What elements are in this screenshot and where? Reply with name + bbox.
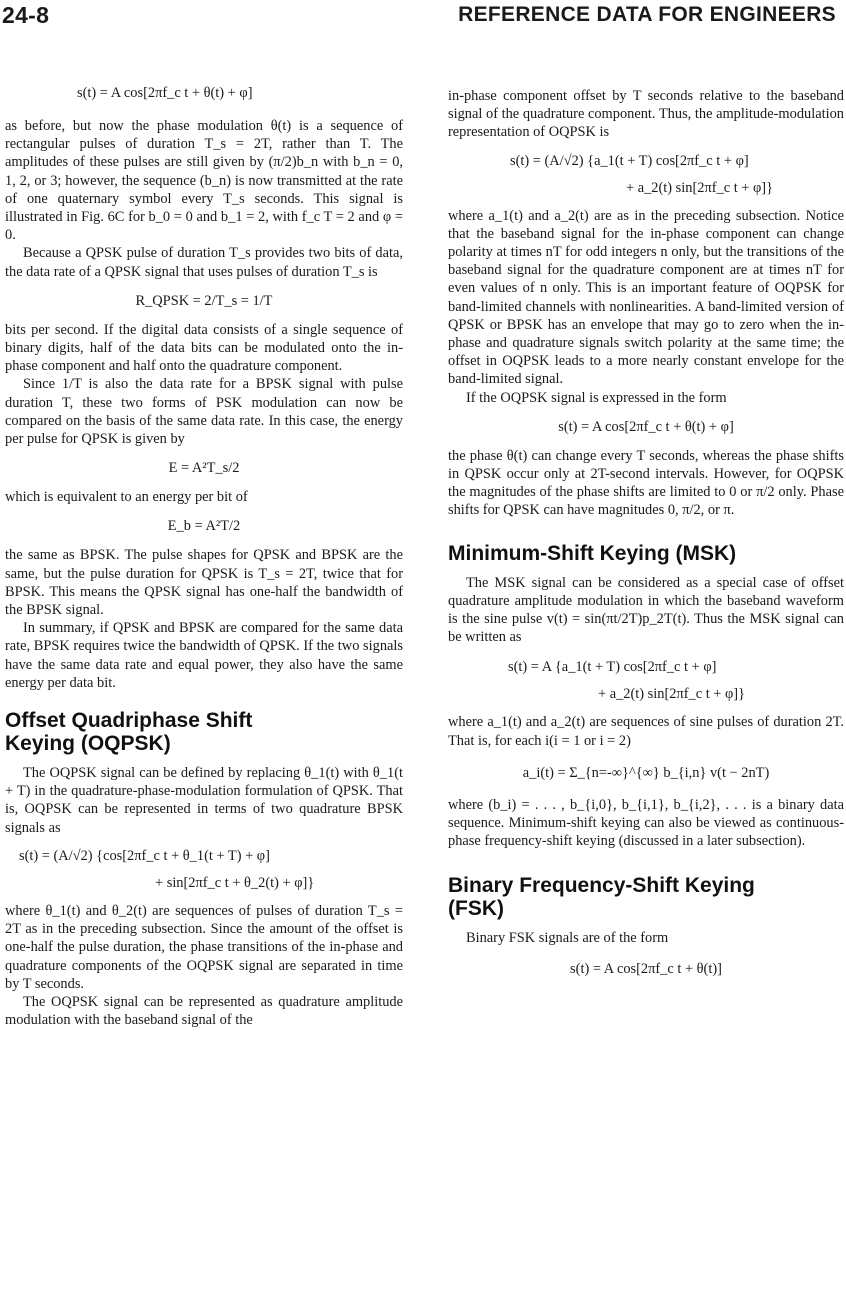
equation: + a_2(t) sin[2πf_c t + φ]} xyxy=(626,179,774,196)
equation: s(t) = A cos[2πf_c t + θ(t)] xyxy=(570,960,722,977)
equation: E = A²T_s/2 xyxy=(168,460,240,477)
paragraph: The MSK signal can be considered as a special case of offset quadrature amplitude modulation in which the baseband waveform is the sine pulse v(t) = sin(πt/2T)p_2T(t). Thus the MSK signal can be written as xyxy=(448,574,844,646)
paragraph: as before, but now the phase modulation θ(t) is a sequence of rectangular pulses of duration T_s = 2T, rather than T. The amplitudes of these pulses are still given by (π/2)b_n with b_n = 0, 1, 2, or 3; however, the sequence (b_n) is now transmitted at the rate of one quaternary symbol every T_s seconds. This signal is illustrated in Fig. 6C for b_0 = 0 and b_1 = 2, with f_c T = 2 and φ = 0. xyxy=(5,118,403,244)
equation: + sin[2πf_c t + θ_2(t) + φ]} xyxy=(155,874,315,891)
left-column xyxy=(5,84,403,1029)
page-number: 24-8 xyxy=(2,2,50,28)
section-heading: Minimum-Shift Keying (MSK) xyxy=(448,541,737,565)
paragraph: the same as BPSK. The pulse shapes for QPSK and BPSK are the same, but the pulse duration for QPSK is T_s = 2T, twice that for BPSK. This means the QPSK signal has one-half the bandwidth of the BPSK signal. xyxy=(5,547,403,619)
equation: E_b = A²T/2 xyxy=(167,518,241,535)
paragraph: the phase θ(t) can change every T seconds, whereas the phase shifts in QPSK occur only at 2T-second intervals. However, for OQPSK the magnitudes of the phase shifts are limited to 0 or π/2 only. Phase shifts for QPSK can have magnitudes 0, π/2, or π. xyxy=(448,447,844,519)
equation: a_i(t) = Σ_{n=-∞}^{∞} b_{i,n} v(t − 2nT) xyxy=(522,764,770,781)
section-heading: Offset Quadriphase Shift xyxy=(5,709,253,733)
paragraph: bits per second. If the digital data consists of a single sequence of binary digits, half of the data bits can be modulated onto the in-phase component and half onto the quadrature component. xyxy=(5,321,403,375)
paragraph: Because a QPSK pulse of duration T_s provides two bits of data, the data rate of a QPSK signal that uses pulses of duration T_s is xyxy=(5,245,403,280)
right-column xyxy=(448,87,844,978)
paragraph: where θ_1(t) and θ_2(t) are sequences of pulses of duration T_s = 2T as in the preceding subsection. Since the amount of the offset is one-half the pulse duration, the phase transitions of the in-phase and quadrature components of the OQPSK signal are separated in time by T seconds. xyxy=(5,902,403,992)
paragraph: The OQPSK signal can be defined by replacing θ_1(t) with θ_1(t + T) in the quadrature-phase-modulation formulation of QPSK. That is, OQPSK can be represented in terms of two quadrature BPSK signals as xyxy=(5,765,403,836)
paragraph: where a_1(t) and a_2(t) are as in the preceding subsection. Notice that the baseband signal for the in-phase component can change polarity at times nT for odd integers n only, but the transitions of the baseband signal for the quadrature component are at times nT for even values of n only. This is an important feature of OQPSK for band-limited channels with nonlinearities. A band-limited version of QPSK or BPSK has an envelope that may go to zero when the in-phase and quadrature signals switch polarity at the same time; the offset in OQPSK leads to a more nearly constant envelope for the band-limited signal. xyxy=(448,207,844,388)
equation: s(t) = A {a_1(t + T) cos[2πf_c t + φ] xyxy=(508,659,717,676)
paragraph: If the OQPSK signal is expressed in the form xyxy=(466,389,727,406)
equation: s(t) = (A/√2) {a_1(t + T) cos[2πf_c t + φ] xyxy=(510,152,749,169)
paragraph: Since 1/T is also the data rate for a BPSK signal with pulse duration T, these two forms of PSK modulation can now be compared on the basis of the same data rate. In this case, the energy per pulse for QPSK is given by xyxy=(5,376,403,448)
equation: s(t) = A cos[2πf_c t + θ(t) + φ] xyxy=(77,85,253,101)
paragraph: where (b_i) = . . . , b_{i,0}, b_{i,1}, b_{i,2}, . . . is a binary data sequence. Minimum-shift keying can also be viewed as continuous-phase frequency-shift keying (discussed in a later subsection). xyxy=(448,796,844,850)
paragraph: in-phase component offset by T seconds relative to the baseband signal of the quadrature component. Thus, the amplitude-modulation representation of OQPSK is xyxy=(448,88,844,141)
equation: + a_2(t) sin[2πf_c t + φ]} xyxy=(598,686,746,703)
paragraph: The OQPSK signal can be represented as quadrature amplitude modulation with the baseband signal of the xyxy=(5,993,403,1029)
page-header xyxy=(0,0,846,34)
section-heading: (FSK) xyxy=(448,897,504,921)
section-heading: Binary Frequency-Shift Keying xyxy=(448,874,755,898)
equation: s(t) = (A/√2) {cos[2πf_c t + θ_1(t + T) + φ] xyxy=(19,847,270,864)
paragraph: In summary, if QPSK and BPSK are compared for the same data rate, BPSK requires twice the bandwidth of QPSK. If the two signals have the same data rate and equal power, they also have the same energy per data bit. xyxy=(5,620,403,691)
paragraph: which is equivalent to an energy per bit of xyxy=(5,489,248,506)
equation: R_QPSK = 2/T_s = 1/T xyxy=(135,292,273,309)
paragraph: Binary FSK signals are of the form xyxy=(466,930,669,947)
section-heading: Keying (OQPSK) xyxy=(5,732,171,756)
running-title: REFERENCE DATA FOR ENGINEERS xyxy=(458,3,836,26)
equation: s(t) = A cos[2πf_c t + θ(t) + φ] xyxy=(558,418,734,435)
paragraph: where a_1(t) and a_2(t) are sequences of sine pulses of duration 2T. That is, for each i(i = 1 or i = 2) xyxy=(448,714,844,749)
